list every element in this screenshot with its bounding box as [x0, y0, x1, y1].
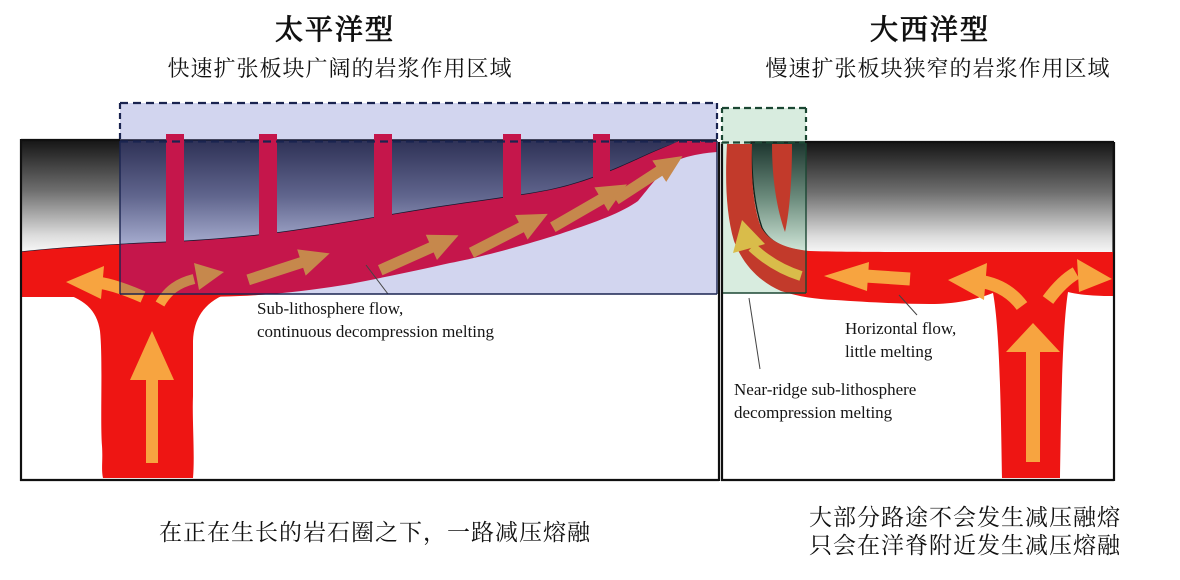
- right-panel-caption: [755, 503, 1175, 559]
- left-panel-title: 太平洋型: [274, 14, 395, 45]
- right-panel-caption-line2: 只会在洋脊附近发生减压熔融: [809, 532, 1121, 558]
- horizontal-flow-label: [845, 317, 956, 363]
- sub-lithosphere-flow-label-line2: continuous decompression melting: [257, 322, 495, 341]
- right-panel-title: 大西洋型: [869, 14, 990, 45]
- near-ridge-melting-label: [734, 378, 916, 424]
- right-panel-caption-line1: 大部分路途不会发生减压融熔: [809, 504, 1121, 530]
- left-panel-caption: 在正在生长的岩石圈之下，一路减压熔融: [159, 519, 591, 545]
- right-panel-subtitle: 慢速扩张板块狭窄的岩浆作用区域: [765, 56, 1111, 81]
- near-ridge-melting-label-line2: decompression melting: [734, 403, 893, 422]
- horizontal-flow-label-line1: Horizontal flow,: [845, 319, 957, 338]
- left-panel-subtitle: 快速扩张板块广阔的岩浆作用区域: [167, 56, 513, 81]
- sub-lithosphere-flow-label-line1: Sub-lithosphere flow,: [257, 299, 404, 318]
- near-ridge-melting-label-line1: Near-ridge sub-lithosphere: [734, 380, 917, 399]
- horizontal-flow-label-line2: little melting: [845, 342, 933, 361]
- sub-lithosphere-flow-label: [257, 297, 494, 343]
